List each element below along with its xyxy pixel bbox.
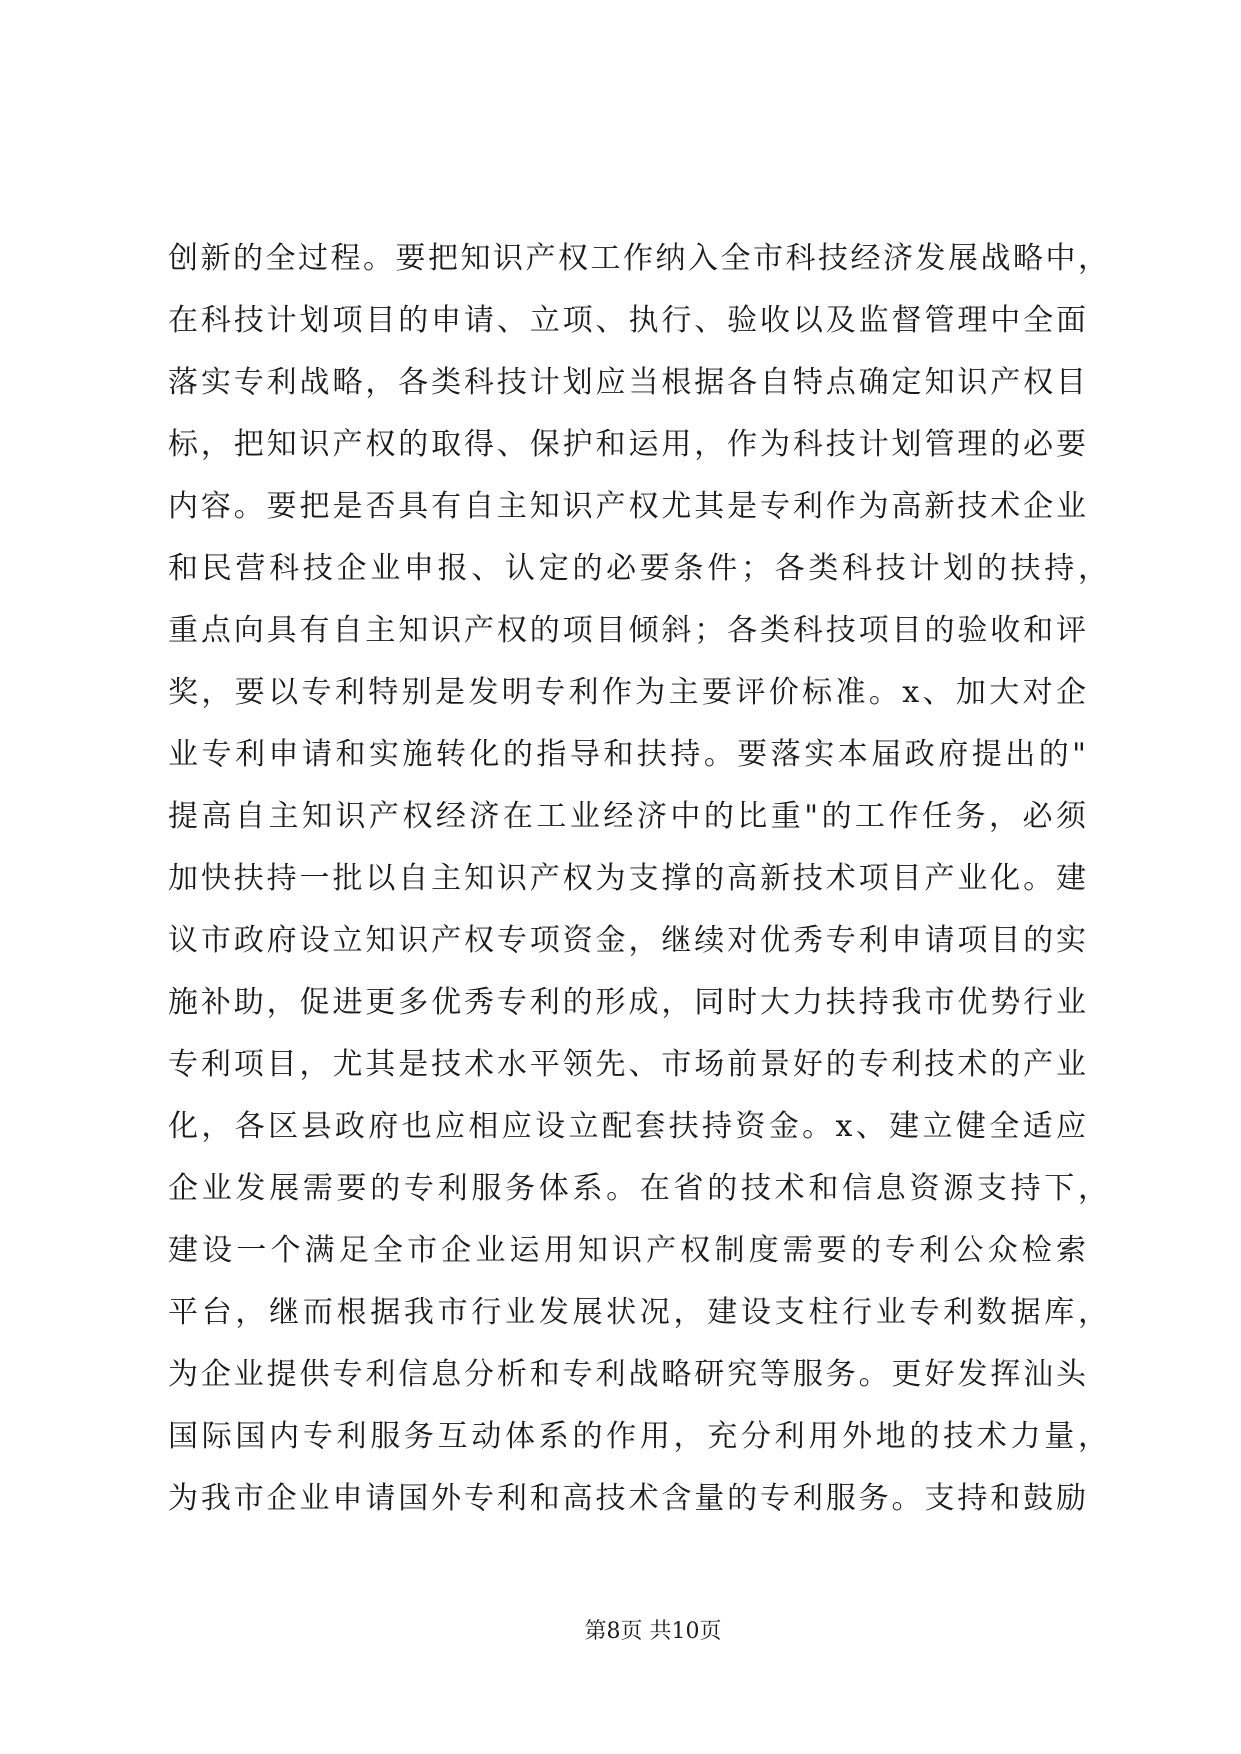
text-line: 标，把知识产权的取得、保护和运用，作为科技计划管理的必要 bbox=[168, 427, 1086, 462]
text-line: 化，各区县政府也应相应设立配套扶持资金。x、建立健全适应 bbox=[168, 1109, 1086, 1144]
text-line: 议市政府设立知识产权专项资金，继续对优秀专利申请项目的实 bbox=[168, 923, 1086, 958]
text-line: 平台，继而根据我市行业发展状况，建设支柱行业专利数据库， bbox=[168, 1295, 1108, 1330]
text-line: 重点向具有自主知识产权的项目倾斜；各类科技项目的验收和评 bbox=[168, 613, 1086, 648]
text-line: 落实专利战略，各类科技计划应当根据各自特点确定知识产权目 bbox=[168, 365, 1086, 400]
text-line: 为我市企业申请国外专利和高技术含量的专利服务。支持和鼓励 bbox=[168, 1481, 1086, 1516]
text-line: 在科技计划项目的申请、立项、执行、验收以及监督管理中全面 bbox=[168, 303, 1086, 338]
text-line: 加快扶持一批以自主知识产权为支撑的高新技术项目产业化。建 bbox=[168, 861, 1086, 896]
text-line: 为企业提供专利信息分析和专利战略研究等服务。更好发挥汕头 bbox=[168, 1357, 1086, 1392]
page-number-footer: 第8页 共10页 bbox=[584, 1619, 722, 1644]
text-line: 业专利申请和实施转化的指导和扶持。要落实本届政府提出的" bbox=[168, 737, 1086, 772]
text-line: 奖，要以专利特别是发明专利作为主要评价标准。x、加大对企 bbox=[168, 675, 1086, 710]
text-line: 国际国内专利服务互动体系的作用，充分利用外地的技术力量， bbox=[168, 1419, 1108, 1454]
text-line: 专利项目，尤其是技术水平领先、市场前景好的专利技术的产业 bbox=[168, 1047, 1086, 1082]
text-line: 创新的全过程。要把知识产权工作纳入全市科技经济发展战略中， bbox=[168, 241, 1108, 276]
text-line: 企业发展需要的专利服务体系。在省的技术和信息资源支持下， bbox=[168, 1171, 1108, 1206]
text-line: 施补助，促进更多优秀专利的形成，同时大力扶持我市优势行业 bbox=[168, 985, 1086, 1020]
text-line: 内容。要把是否具有自主知识产权尤其是专利作为高新技术企业 bbox=[168, 489, 1086, 524]
text-line: 和民营科技企业申报、认定的必要条件；各类科技计划的扶持， bbox=[168, 551, 1108, 586]
body-text bbox=[168, 228, 1108, 1530]
text-line: 建设一个满足全市企业运用知识产权制度需要的专利公众检索 bbox=[168, 1233, 1086, 1268]
text-line: 提高自主知识产权经济在工业经济中的比重"的工作任务，必须 bbox=[168, 799, 1086, 834]
